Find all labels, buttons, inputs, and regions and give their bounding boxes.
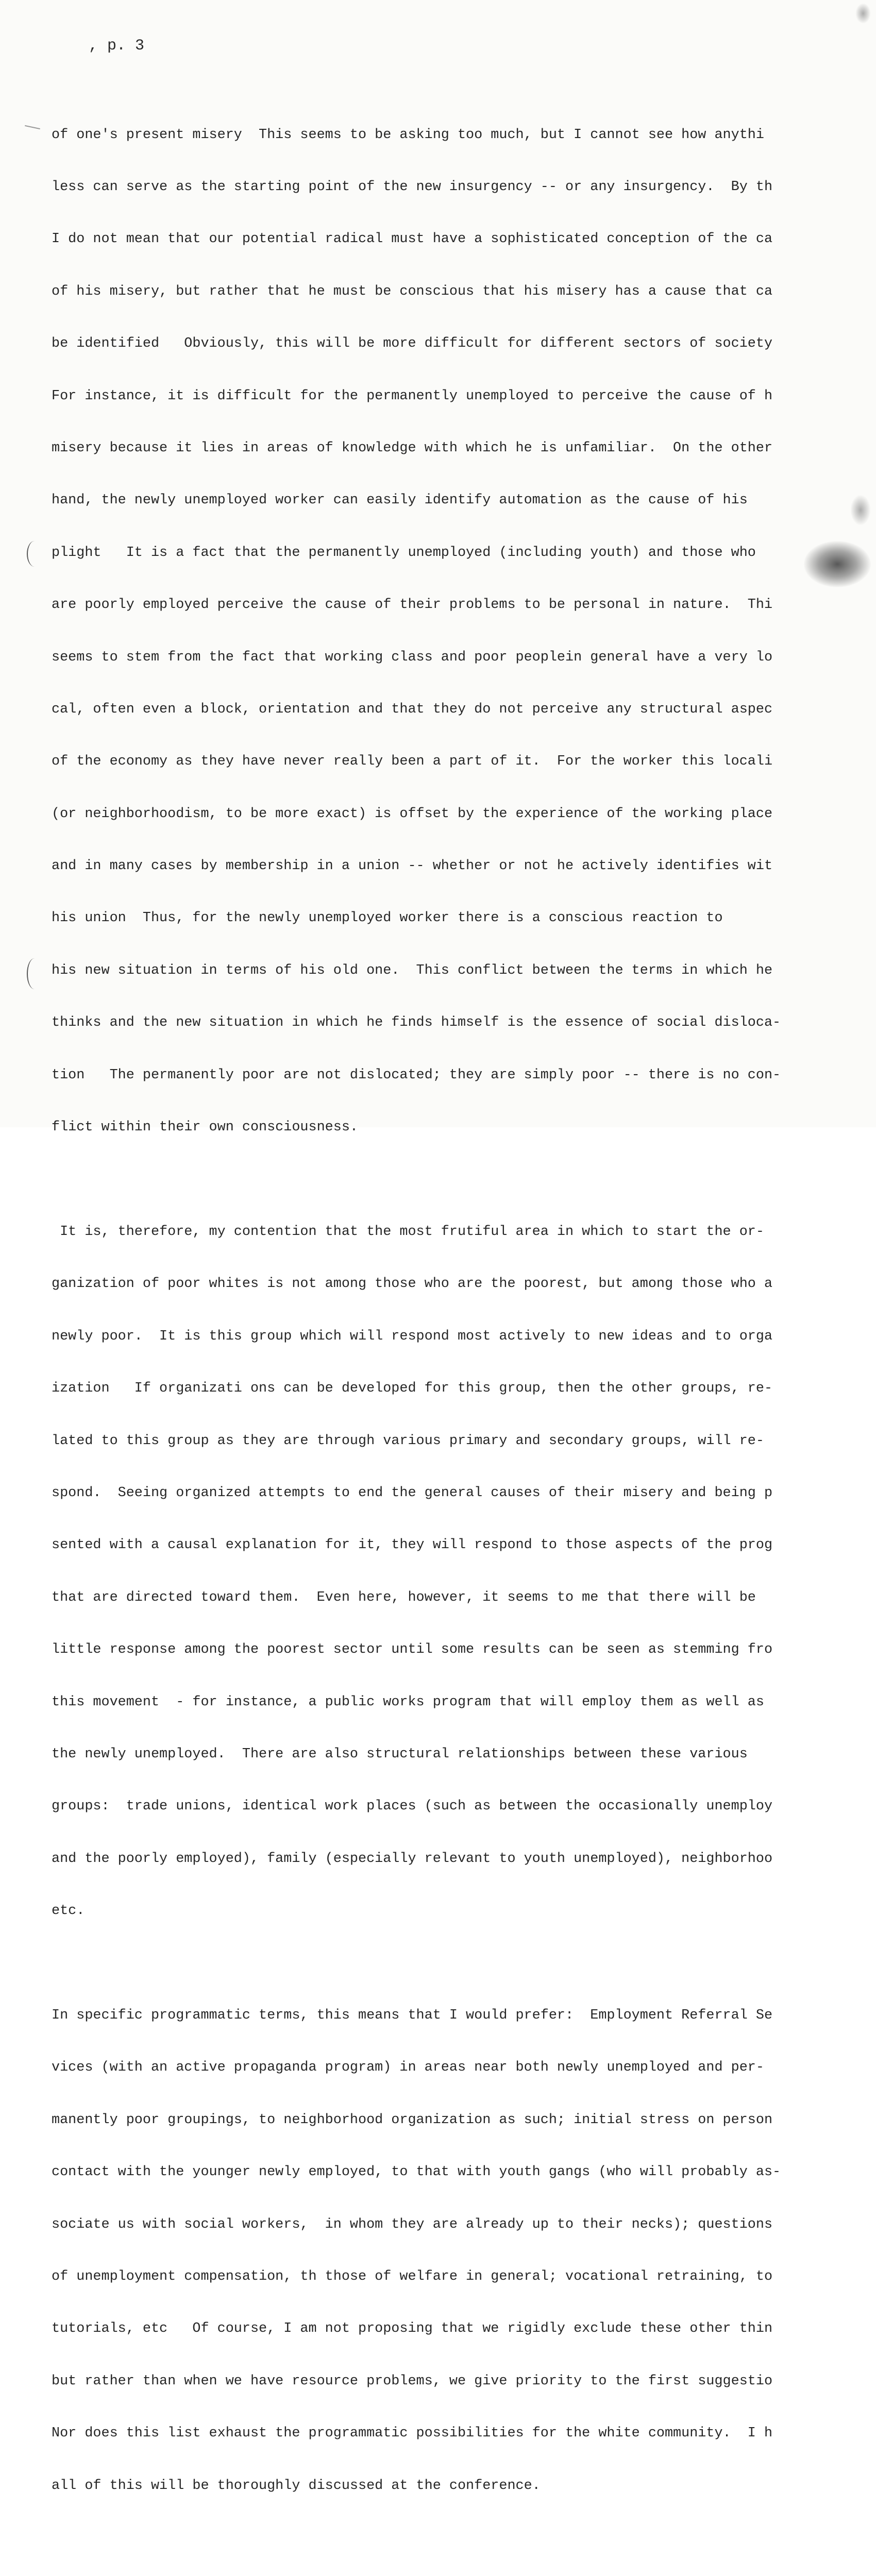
text-line: his new situation in terms of his old one. This conflict between the terms in which he [52, 962, 773, 978]
paragraph-gap [52, 1171, 876, 1189]
text-line: less can serve as the starting point of the new insurgency -- or any insurgency. By th [52, 179, 773, 195]
text-line: of unemployment compensation, th those of welfare in general; vocational retraining, to [52, 2269, 773, 2285]
text-line: the newly unemployed. There are also structural relationships between these various [52, 1746, 748, 1762]
text-line: tutorials, etc Of course, I am not proposing that we rigidly exclude these other thin [52, 2321, 773, 2337]
text-line: of his misery, but rather that he must be conscious that his misery has a cause that ca [52, 283, 773, 299]
text-line: sociate us with social workers, in whom they are already up to their necks); questions [52, 2216, 773, 2232]
text-line: It is, therefore, my contention that the most frutiful area in which to start the or- [52, 1224, 764, 1240]
margin-bracket-mark [27, 541, 42, 567]
ink-speck [850, 495, 871, 526]
text-line: but rather than when we have resource problems, we give priority to the first suggestio [52, 2373, 773, 2389]
ink-smudge [804, 541, 871, 587]
text-line: vices (with an active propaganda program) in areas near both newly unemployed and per- [52, 2060, 764, 2076]
text-line: Nor does this list exhaust the programmatic possibilities for the white community. I h [52, 2426, 773, 2442]
page-number: , p. 3 [89, 37, 145, 55]
text-line: (or neighborhoodism, to be more exact) is offset by the experience of the working place [52, 806, 773, 822]
text-line: contact with the younger newly employed, to that with youth gangs (who will probably as- [52, 2164, 781, 2180]
text-line: I do not mean that our potential radical must have a sophisticated conception of the ca [52, 231, 773, 247]
text-line: seems to stem from the fact that working class and poor peoplein general have a very lo [52, 649, 773, 665]
text-line: newly poor. It is this group which will respond most actively to new ideas and to orga [52, 1328, 773, 1344]
paragraph-3 [52, 1972, 876, 2530]
text-line: For instance, it is difficult for the permanently unemployed to perceive the cause of h [52, 388, 773, 404]
paragraph-4 [52, 2547, 876, 2576]
ink-speck [855, 3, 871, 24]
text-line: flict within their own consciousness. [52, 1120, 358, 1136]
text-line: lated to this group as they are through various primary and secondary groups, will re- [52, 1433, 764, 1449]
text-line: ization If organizati ons can be developed for this group, then the other groups, re- [52, 1381, 773, 1397]
text-line: and the poorly employed), family (especially relevant to youth unemployed), neighborhoo [52, 1851, 773, 1867]
paragraph-2 [52, 1189, 876, 1955]
text-line: misery because it lies in areas of knowledge with which he is unfamiliar. On the other [52, 440, 773, 456]
text-line: little response among the poorest sector until some results can be seen as stemming fro [52, 1642, 773, 1658]
text-line: and in many cases by membership in a union -- whether or not he actively identifies wit [52, 858, 773, 874]
text-line: In specific programmatic terms, this means that I would prefer: Employment Referral Se [52, 2008, 773, 2024]
text-line: of one's present misery This seems to be asking too much, but I cannot see how anythi [52, 127, 764, 143]
text-line: be identified Obviously, this will be more difficult for different sectors of society [52, 336, 773, 352]
text-line: of the economy as they have never really been a part of it. For the worker this locali [52, 754, 773, 770]
text-line: manently poor groupings, to neighborhood organization as such; initial stress on person [52, 2112, 773, 2128]
text-line: his union Thus, for the newly unemployed worker there is a conscious reaction to [52, 910, 723, 926]
typed-body [52, 92, 876, 2576]
text-line: hand, the newly unemployed worker can easily identify automation as the cause of his [52, 493, 748, 509]
text-line: groups: trade unions, identical work places (such as between the occasionally unemploy [52, 1799, 773, 1815]
text-line: cal, often even a block, orientation and that they do not perceive any structural aspec [52, 701, 773, 717]
text-line: etc. [52, 1903, 85, 1919]
text-line: ganization of poor whites is not among those who are the poorest, but among those who a [52, 1276, 773, 1292]
paragraph-1 [52, 92, 876, 1171]
text-line: plight It is a fact that the permanently unemployed (including youth) and those who [52, 545, 756, 561]
text-line: spond. Seeing organized attempts to end the general causes of their misery and being p [52, 1485, 773, 1501]
text-line: all of this will be thoroughly discussed at the conference. [52, 2478, 541, 2494]
margin-bracket-mark [27, 958, 42, 989]
text-line: sented with a causal explanation for it, they will respond to those aspects of the prog [52, 1537, 773, 1553]
paragraph-gap [52, 1955, 876, 1972]
text-line: tion The permanently poor are not dislocated; they are simply poor -- there is no con- [52, 1067, 781, 1083]
paragraph-gap [52, 2530, 876, 2547]
margin-pencil-mark [25, 125, 40, 129]
text-line: this movement - for instance, a public works program that will employ them as well as [52, 1694, 764, 1710]
text-line: thinks and the new situation in which he finds himself is the essence of social disloca- [52, 1015, 781, 1031]
text-line: that are directed toward them. Even here, however, it seems to me that there will be [52, 1589, 756, 1605]
text-line: are poorly employed perceive the cause of their problems to be personal in nature. Thi [52, 597, 773, 613]
